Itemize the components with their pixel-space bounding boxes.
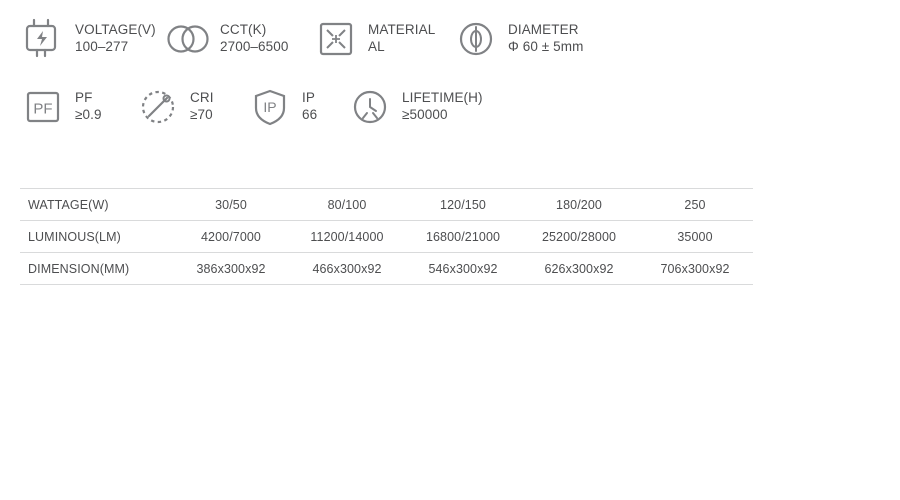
spec-value-material: AL <box>368 39 385 54</box>
spec-title-voltage: VOLTAGE(V) <box>75 22 156 38</box>
cell-dimension-5: 706x300x92 <box>637 253 753 285</box>
cell-luminous-5: 35000 <box>637 221 753 253</box>
cell-wattage-5: 250 <box>637 189 753 221</box>
material-square-icon <box>313 16 359 62</box>
diameter-circle-icon <box>453 16 499 62</box>
row-label-luminous: LUMINOUS(LM) <box>20 221 173 253</box>
spec-value-voltage: 100–277 <box>75 39 129 54</box>
cell-wattage-1: 30/50 <box>173 189 289 221</box>
cell-luminous-4: 25200/28000 <box>521 221 637 253</box>
spec-text-cri <box>190 90 214 124</box>
spec-title-pf: PF <box>75 90 93 106</box>
spec-title-diameter: DIAMETER <box>508 22 579 38</box>
spec-text-material <box>368 22 435 56</box>
cell-luminous-1: 4200/7000 <box>173 221 289 253</box>
spec-item-pf <box>20 84 135 130</box>
pf-box-icon <box>20 84 66 130</box>
cell-dimension-2: 466x300x92 <box>289 253 405 285</box>
spec-table <box>20 188 753 285</box>
spec-item-lifetime <box>347 84 517 130</box>
cell-wattage-4: 180/200 <box>521 189 637 221</box>
spec-title-material: MATERIAL <box>368 22 436 38</box>
spec-item-diameter <box>453 16 603 62</box>
two-circles-icon <box>165 16 211 62</box>
row-label-wattage: WATTAGE(W) <box>20 189 173 221</box>
cell-dimension-4: 626x300x92 <box>521 253 637 285</box>
table-row <box>20 221 753 253</box>
spec-value-cct: 2700–6500 <box>220 39 289 54</box>
table-row <box>20 253 753 285</box>
spec-item-cri <box>135 84 247 130</box>
spec-text-pf <box>75 90 102 124</box>
spec-title-lifetime: LIFETIME(H) <box>402 90 483 106</box>
spec-item-material <box>313 16 453 62</box>
svg-text:PF: PF <box>33 100 53 118</box>
spec-value-diameter: Φ 60 ± 5mm <box>508 39 584 54</box>
cri-dashed-circle-icon <box>135 84 181 130</box>
row-label-dimension: DIMENSION(MM) <box>20 253 173 285</box>
spec-text-voltage <box>75 22 156 56</box>
cell-luminous-3: 16800/21000 <box>405 221 521 253</box>
spec-item-ip <box>247 84 347 130</box>
spec-value-lifetime: ≥50000 <box>402 107 448 122</box>
spec-value-pf: ≥0.9 <box>75 107 102 122</box>
cell-dimension-3: 546x300x92 <box>405 253 521 285</box>
spec-row-1 <box>0 0 900 62</box>
cell-wattage-3: 120/150 <box>405 189 521 221</box>
spec-item-voltage <box>20 16 165 62</box>
clock-icon <box>347 84 393 130</box>
spec-table-wrapper <box>20 188 745 285</box>
table-row <box>20 189 753 221</box>
spec-row-2 <box>0 62 900 130</box>
spec-value-cri: ≥70 <box>190 107 213 122</box>
spec-title-cri: CRI <box>190 90 214 106</box>
cell-dimension-1: 386x300x92 <box>173 253 289 285</box>
cell-luminous-2: 11200/14000 <box>289 221 405 253</box>
ip-shield-icon <box>247 84 293 130</box>
spec-text-diameter <box>508 22 583 56</box>
spec-item-cct <box>165 16 313 62</box>
spec-value-ip: 66 <box>302 107 318 122</box>
plug-bolt-icon <box>20 16 66 62</box>
spec-text-lifetime <box>402 90 483 124</box>
spec-text-ip <box>302 90 317 124</box>
svg-text:IP: IP <box>263 99 277 115</box>
spec-text-cct <box>220 22 288 56</box>
cell-wattage-2: 80/100 <box>289 189 405 221</box>
spec-title-cct: CCT(K) <box>220 22 267 38</box>
spec-title-ip: IP <box>302 90 315 106</box>
